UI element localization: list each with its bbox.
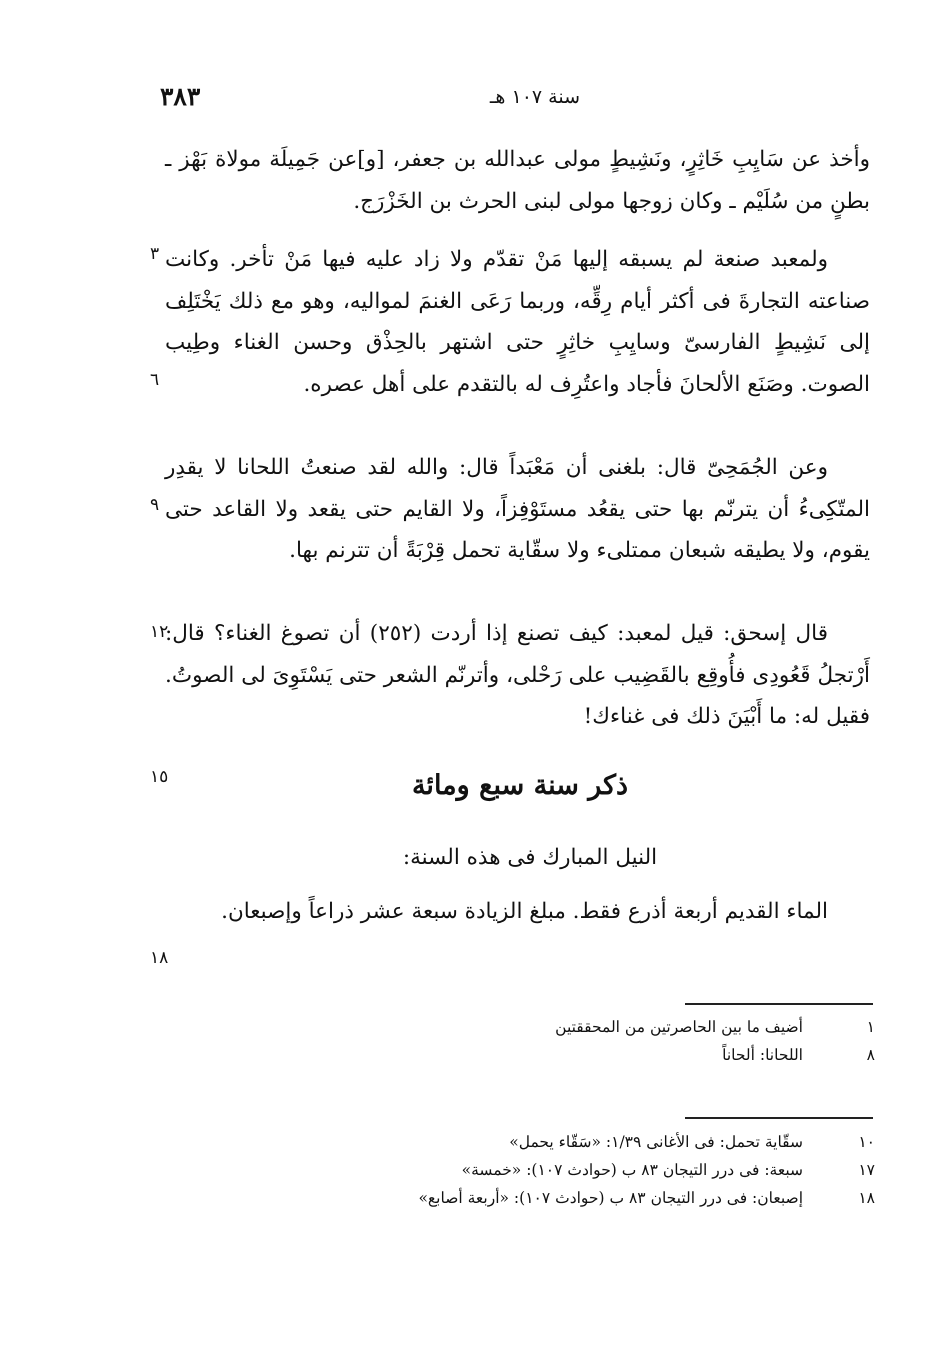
footnotes-group-1: [250, 1018, 875, 1074]
footnote-text: سبعة: فى درر التيجان ٨٣ ب (حوادث ١٠٧): «خمسة»: [461, 1161, 803, 1179]
paragraph-3: [165, 447, 870, 572]
footnote-number: ١٠: [858, 1133, 875, 1151]
line-number: ٣: [150, 244, 160, 264]
section-title: ذكر سنة سبع ومائة: [411, 770, 629, 801]
paragraph-4-text: قال إسحق: قيل لمعبد: كيف تصنع إذا أردت (٢٥٢) أن تصوغ الغناء؟ قال: أَرْتجلُ قَعُودِى فأُوقِع بالقَضِيب على رَحْلى، وأترنّم الشعر حتى يَسْتَوِىَ لى الصوتُ. فقيل له: ما أَبْيَنَ ذلك فى غناءك!: [165, 621, 870, 730]
footnote-text: اللحانا: ألحاناً: [722, 1046, 803, 1064]
page-number: ٣٨٣: [160, 82, 201, 111]
footnote-number: ١٨: [858, 1189, 875, 1207]
nile-text-body: الماء القديم أربعة أذرع فقط. مبلغ الزيادة سبعة عشر ذراعاً وإصبعان.: [221, 899, 828, 924]
paragraph-1: وأخذ عن سَايِبِ خَاثِرٍ، ونَشِيطٍ مولى عبدالله بن جعفر، [و]عن جَمِيلَة مولاة بَهْز ـ بطنٍ من سُلَيْم ـ وكان زوجها مولى لبنى الحرث بن الخَزْرَج.: [165, 147, 870, 214]
footnote-number: ١: [866, 1018, 875, 1036]
line-number: ١٨: [150, 948, 169, 968]
running-head: [160, 82, 780, 116]
footnote: [250, 1161, 875, 1189]
footnote-text: سقّاية تحمل: فى الأغانى ١/٣٩: «سَقّاء يحمل»: [509, 1133, 803, 1151]
footnote: [250, 1018, 875, 1046]
line-number: ٩: [150, 495, 160, 515]
footnote-rule: [685, 1117, 873, 1119]
line-number: ٦: [150, 370, 160, 390]
footnote: [250, 1133, 875, 1161]
footnote-number: ١٧: [858, 1161, 875, 1179]
footnotes-group-2: [250, 1133, 875, 1217]
footnote-text: أضيف ما بين الحاصرتين من المحققتين: [555, 1018, 803, 1036]
paragraph-4: [165, 613, 870, 738]
line-number: ١٥: [150, 767, 169, 787]
line-number: ١٢: [150, 622, 169, 642]
paragraph-2-text: ولمعبد صنعة لم يسبقه إليها مَنْ تقدّم ولا زاد عليه فيها مَنْ تأخر. وكانت صناعته التجارةَ فى أكثر أيام رِقِّه، وربما رَعَى الغنمَ لمواليه، وهو مع ذلك يَخْتَلِف إلى نَشِيطٍ الفارسىّ وسايِبِ خاثِرٍ حتى اشتهر بالحِذْق وحسن الغناء وطِيب الصوت. وصَنَع الألحانَ فأجاد واعتُرِف له بالتقدم على أهل عصره.: [165, 247, 870, 397]
footnote: [250, 1189, 875, 1217]
footnote-text: إصبعان: فى درر التيجان ٨٣ ب (حوادث ١٠٧): «أربعة أصابع»: [418, 1189, 803, 1207]
running-head-title: سنة ١٠٧ هـ: [489, 86, 580, 108]
paragraph-3-text: وعن الجُمَحِىّ قال: بلغنى أن مَعْبَداً قال: والله لقد صنعتُ اللحانا لا يقدِر المتّكِىءُ أن يترنّم بها حتى يقعُد مستَوْفِزاً، ولا القايم حتى يقعد ولا القاعد حتى يقوم، ولا يطيقه شبعان ممتلىء ولا سقّاية تحمل قِرْبَةً أن تترنم بها.: [165, 455, 870, 564]
nile-heading: النيل المبارك فى هذه السنة:: [402, 845, 658, 870]
footnote: [250, 1046, 875, 1074]
footnote-number: ٨: [866, 1046, 875, 1064]
footnote-rule: [685, 1003, 873, 1005]
paragraph-2: [165, 239, 870, 405]
nile-text: [165, 890, 870, 934]
